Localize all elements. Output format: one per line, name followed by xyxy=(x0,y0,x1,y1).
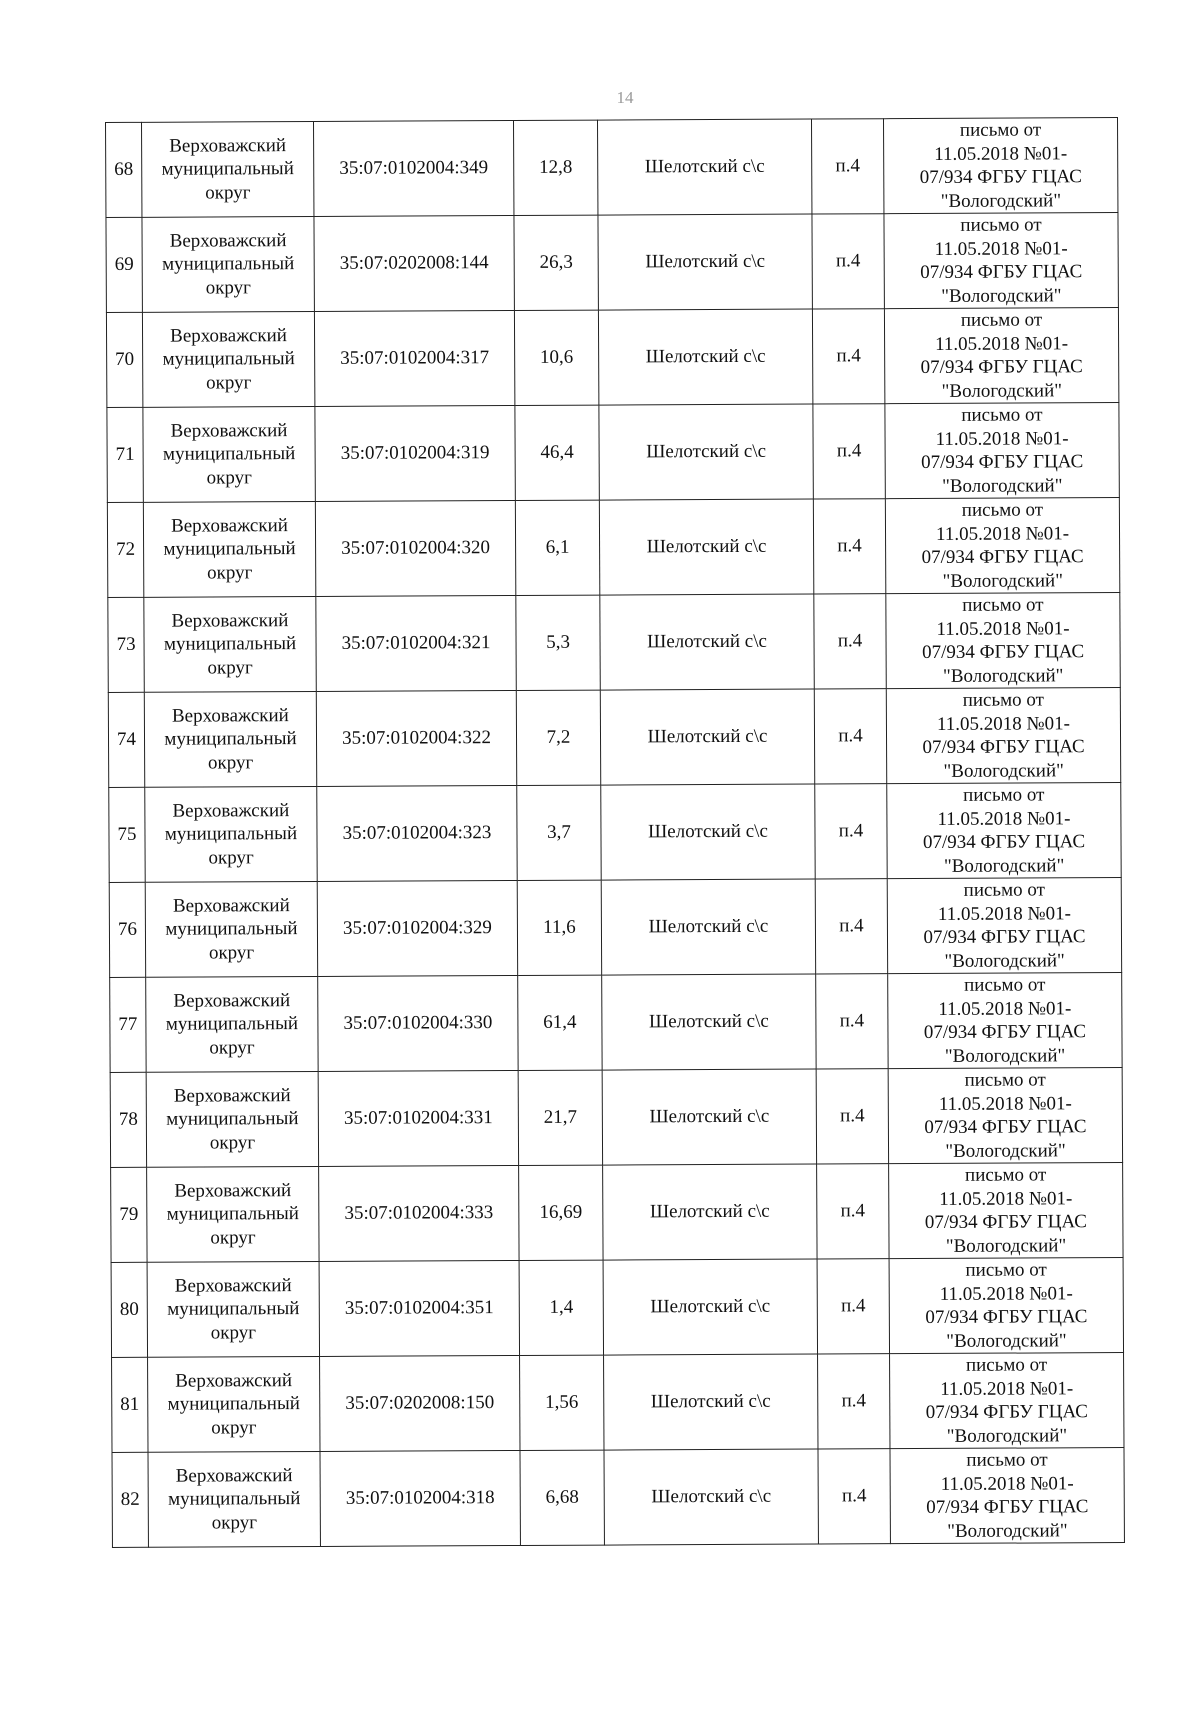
table-row xyxy=(110,1068,1122,1168)
table-row xyxy=(111,1163,1123,1263)
clause-ref: п.4 xyxy=(818,1449,890,1544)
basis-line: письмо от xyxy=(965,1354,1048,1376)
table-row xyxy=(110,973,1122,1073)
basis-cell xyxy=(883,118,1117,214)
basis-line: "Вологодский" xyxy=(941,284,1062,307)
basis-cell xyxy=(888,973,1122,1069)
area-value: 61,4 xyxy=(518,975,602,1070)
basis-line: 07/934 ФГБУ ГЦАС xyxy=(925,1401,1088,1424)
district-line: муниципальный xyxy=(165,1013,299,1035)
row-number: 70 xyxy=(106,312,142,407)
district-line: округ xyxy=(208,942,255,964)
basis-line: письмо от xyxy=(963,879,1045,901)
basis-cell xyxy=(885,403,1119,499)
cadastral-number: 35:07:0102004:351 xyxy=(319,1260,519,1356)
registry-table xyxy=(105,117,1125,1548)
cadastral-number: 35:07:0102004:320 xyxy=(315,500,515,596)
basis-line: 11.05.2018 №01- xyxy=(935,332,1069,355)
basis-line: "Вологодский" xyxy=(942,474,1063,497)
basis-line: 11.05.2018 №01- xyxy=(939,1187,1073,1210)
row-number: 81 xyxy=(112,1357,148,1452)
basis-line: 11.05.2018 №01- xyxy=(937,902,1071,925)
row-number: 76 xyxy=(109,882,145,977)
cadastral-number: 35:07:0102004:329 xyxy=(317,880,517,976)
basis-line: письмо от xyxy=(962,594,1044,616)
basis-line: письмо от xyxy=(960,214,1042,236)
district-cell xyxy=(145,786,317,882)
basis-line: письмо от xyxy=(964,974,1046,996)
district-line: Верховажский xyxy=(172,894,290,917)
clause-ref: п.4 xyxy=(814,689,886,784)
clause-ref: п.4 xyxy=(813,404,885,499)
cadastral-number: 35:07:0102004:317 xyxy=(314,311,514,407)
basis-cell xyxy=(885,498,1119,594)
district-line: округ xyxy=(206,467,252,489)
district-line: округ xyxy=(206,372,252,394)
district-line: муниципальный xyxy=(161,158,294,180)
basis-cell xyxy=(886,593,1120,689)
district-line: Верховажский xyxy=(169,229,287,252)
basis-line: 07/934 ФГБУ ГЦАС xyxy=(923,926,1086,949)
basis-line: письмо от xyxy=(959,119,1042,141)
district-cell xyxy=(144,691,316,787)
clause-ref: п.4 xyxy=(817,1164,889,1259)
basis-cell xyxy=(889,1258,1123,1354)
basis-line: 11.05.2018 №01- xyxy=(940,1472,1074,1495)
basis-line: 07/934 ФГБУ ГЦАС xyxy=(920,261,1083,284)
basis-line: 07/934 ФГБУ ГЦАС xyxy=(924,1211,1087,1234)
basis-line: 11.05.2018 №01- xyxy=(934,142,1068,165)
basis-line: письмо от xyxy=(963,784,1045,806)
district-line: муниципальный xyxy=(166,1203,299,1225)
settlement-name: Шелотский с\с xyxy=(599,499,813,595)
table-row xyxy=(112,1448,1124,1548)
table-row xyxy=(112,1353,1124,1453)
clause-ref: п.4 xyxy=(816,1069,888,1164)
basis-line: "Вологодский" xyxy=(945,1234,1067,1257)
cadastral-number: 35:07:0102004:349 xyxy=(313,121,513,217)
district-cell xyxy=(142,121,314,217)
district-line: округ xyxy=(205,277,252,299)
basis-line: 11.05.2018 №01- xyxy=(940,1377,1074,1400)
settlement-name: Шелотский с\с xyxy=(600,689,814,785)
clause-ref: п.4 xyxy=(815,784,887,879)
settlement-name: Шелотский с\с xyxy=(603,1164,817,1260)
settlement-name: Шелотский с\с xyxy=(598,214,812,310)
row-number: 75 xyxy=(109,787,145,882)
table-row xyxy=(108,688,1120,788)
basis-line: "Вологодский" xyxy=(941,379,1063,402)
row-number: 71 xyxy=(107,407,143,502)
settlement-name: Шелотский с\с xyxy=(602,974,816,1070)
cadastral-number: 35:07:0202008:144 xyxy=(314,216,514,312)
district-line: муниципальный xyxy=(165,918,298,940)
district-cell xyxy=(145,881,317,977)
basis-line: 11.05.2018 №01- xyxy=(938,997,1072,1020)
basis-line: 11.05.2018 №01- xyxy=(934,237,1068,260)
district-line: муниципальный xyxy=(162,253,295,275)
district-line: Верховажский xyxy=(173,989,291,1012)
basis-cell xyxy=(890,1448,1124,1544)
basis-line: 11.05.2018 №01- xyxy=(936,617,1070,640)
basis-line: "Вологодский" xyxy=(946,1424,1068,1447)
settlement-name: Шелотский с\с xyxy=(603,1259,817,1355)
district-line: Верховажский xyxy=(170,419,288,442)
district-line: Верховажский xyxy=(171,704,289,727)
basis-line: письмо от xyxy=(961,499,1044,521)
district-line: Верховажский xyxy=(172,799,290,822)
area-value: 46,4 xyxy=(515,405,599,500)
table-row xyxy=(106,213,1118,313)
district-cell xyxy=(146,1071,318,1167)
row-number: 82 xyxy=(112,1452,148,1547)
district-line: Верховажский xyxy=(174,1179,292,1202)
area-value: 1,56 xyxy=(520,1355,604,1450)
district-line: Верховажский xyxy=(171,514,288,537)
district-line: Верховажский xyxy=(174,1274,292,1297)
basis-line: 07/934 ФГБУ ГЦАС xyxy=(926,1496,1089,1519)
area-value: 7,2 xyxy=(516,690,600,785)
area-value: 3,7 xyxy=(517,785,601,880)
basis-line: письмо от xyxy=(964,1069,1046,1091)
basis-line: 11.05.2018 №01- xyxy=(939,1282,1073,1305)
basis-line: 07/934 ФГБУ ГЦАС xyxy=(923,1021,1087,1044)
district-line: муниципальный xyxy=(164,823,298,845)
clause-ref: п.4 xyxy=(812,309,884,404)
basis-line: "Вологодский" xyxy=(947,1519,1068,1542)
cadastral-number: 35:07:0102004:330 xyxy=(318,975,518,1071)
clause-ref: п.4 xyxy=(813,499,885,594)
district-line: округ xyxy=(207,657,253,679)
area-value: 26,3 xyxy=(514,215,598,310)
district-cell xyxy=(147,1166,319,1262)
basis-line: "Вологодский" xyxy=(943,854,1065,877)
cadastral-number: 35:07:0102004:321 xyxy=(316,595,516,691)
basis-line: "Вологодский" xyxy=(940,189,1062,212)
district-line: округ xyxy=(210,1322,257,1344)
district-line: муниципальный xyxy=(167,1393,300,1415)
basis-line: 07/934 ФГБУ ГЦАС xyxy=(924,1116,1087,1139)
district-cell xyxy=(143,501,315,597)
district-line: муниципальный xyxy=(162,443,296,465)
district-line: округ xyxy=(210,1227,256,1249)
table-row xyxy=(109,783,1121,883)
area-value: 10,6 xyxy=(514,310,598,405)
basis-line: 07/934 ФГБУ ГЦАС xyxy=(920,356,1083,379)
district-line: муниципальный xyxy=(166,1108,299,1130)
basis-line: "Вологодский" xyxy=(944,949,1065,972)
district-cell xyxy=(146,976,318,1072)
area-value: 1,4 xyxy=(519,1260,603,1355)
district-cell xyxy=(142,216,314,312)
area-value: 11,6 xyxy=(517,880,601,975)
basis-line: 07/934 ФГБУ ГЦАС xyxy=(925,1306,1088,1329)
basis-line: 07/934 ФГБУ ГЦАС xyxy=(919,166,1082,189)
table-row xyxy=(106,308,1118,408)
basis-line: 07/934 ФГБУ ГЦАС xyxy=(921,546,1084,569)
basis-cell xyxy=(887,783,1121,879)
area-value: 6,68 xyxy=(520,1450,604,1545)
cadastral-number: 35:07:0102004:333 xyxy=(319,1165,519,1261)
basis-line: "Вологодский" xyxy=(942,664,1064,687)
row-number: 74 xyxy=(108,692,144,787)
basis-line: письмо от xyxy=(960,309,1043,331)
row-number: 69 xyxy=(106,217,142,312)
basis-line: письмо от xyxy=(966,1449,1048,1471)
district-line: округ xyxy=(209,1037,255,1059)
basis-line: 11.05.2018 №01- xyxy=(935,522,1070,545)
district-line: Верховажский xyxy=(171,609,289,632)
clause-ref: п.4 xyxy=(812,214,884,309)
district-line: Верховажский xyxy=(175,1369,293,1392)
basis-line: 07/934 ФГБУ ГЦАС xyxy=(921,451,1084,474)
district-cell xyxy=(148,1356,320,1452)
district-line: округ xyxy=(207,562,253,584)
basis-line: 11.05.2018 №01- xyxy=(935,427,1069,450)
row-number: 77 xyxy=(110,977,146,1072)
row-number: 68 xyxy=(106,122,142,217)
settlement-name: Шелотский с\с xyxy=(604,1354,818,1450)
cadastral-number: 35:07:0102004:318 xyxy=(320,1450,520,1546)
basis-cell xyxy=(886,688,1120,784)
settlement-name: Шелотский с\с xyxy=(601,879,815,975)
settlement-name: Шелотский с\с xyxy=(601,784,815,880)
basis-line: "Вологодский" xyxy=(946,1329,1067,1352)
cadastral-number: 35:07:0102004:331 xyxy=(318,1070,518,1166)
basis-line: письмо от xyxy=(962,689,1045,711)
table-row xyxy=(107,498,1119,598)
district-line: муниципальный xyxy=(164,728,297,750)
table-row xyxy=(109,878,1121,978)
district-line: Верховажский xyxy=(169,134,287,157)
table-row xyxy=(107,403,1119,503)
district-line: округ xyxy=(211,1512,258,1534)
row-number: 73 xyxy=(108,597,144,692)
settlement-name: Шелотский с\с xyxy=(599,404,813,500)
cadastral-number: 35:07:0202008:150 xyxy=(320,1355,520,1451)
clause-ref: п.4 xyxy=(814,594,886,689)
basis-cell xyxy=(889,1163,1123,1259)
basis-line: "Вологодский" xyxy=(943,759,1064,782)
district-line: Верховажский xyxy=(175,1464,293,1487)
basis-line: "Вологодский" xyxy=(945,1139,1066,1162)
clause-ref: п.4 xyxy=(816,974,888,1069)
district-line: Верховажский xyxy=(170,324,288,347)
basis-line: "Вологодский" xyxy=(942,569,1063,592)
settlement-name: Шелотский с\с xyxy=(602,1069,816,1165)
basis-line: 07/934 ФГБУ ГЦАС xyxy=(922,831,1086,854)
district-line: округ xyxy=(209,1132,256,1154)
basis-line: 11.05.2018 №01- xyxy=(938,1092,1072,1115)
district-line: муниципальный xyxy=(163,633,297,655)
basis-line: 11.05.2018 №01- xyxy=(937,807,1071,830)
clause-ref: п.4 xyxy=(811,119,883,214)
page-number: 14 xyxy=(616,88,634,107)
basis-line: 07/934 ФГБУ ГЦАС xyxy=(922,736,1085,759)
basis-line: письмо от xyxy=(964,1164,1047,1186)
row-number: 72 xyxy=(107,502,143,597)
area-value: 5,3 xyxy=(516,595,600,690)
district-line: муниципальный xyxy=(162,348,295,370)
basis-line: 11.05.2018 №01- xyxy=(936,712,1071,735)
district-line: округ xyxy=(205,182,251,204)
area-value: 16,69 xyxy=(519,1165,603,1260)
district-cell xyxy=(147,1261,319,1357)
basis-cell xyxy=(888,1068,1122,1164)
cadastral-number: 35:07:0102004:322 xyxy=(316,690,516,786)
basis-cell xyxy=(884,308,1118,404)
basis-cell xyxy=(890,1353,1124,1449)
basis-cell xyxy=(884,213,1118,309)
basis-cell xyxy=(887,878,1121,974)
registry-table-wrapper xyxy=(105,117,1124,1548)
settlement-name: Шелотский с\с xyxy=(598,309,812,405)
district-cell xyxy=(142,311,314,407)
clause-ref: п.4 xyxy=(817,1259,889,1354)
row-number: 80 xyxy=(111,1262,147,1357)
district-line: муниципальный xyxy=(163,538,296,560)
cadastral-number: 35:07:0102004:319 xyxy=(315,406,515,502)
district-line: округ xyxy=(211,1417,257,1439)
district-line: муниципальный xyxy=(168,1488,301,1510)
district-cell xyxy=(144,596,316,692)
table-row xyxy=(111,1258,1123,1358)
row-number: 78 xyxy=(110,1072,146,1167)
district-line: округ xyxy=(207,752,254,774)
table-row xyxy=(106,118,1118,218)
row-number: 79 xyxy=(111,1167,147,1262)
area-value: 21,7 xyxy=(518,1070,602,1165)
clause-ref: п.4 xyxy=(818,1354,890,1449)
settlement-name: Шелотский с\с xyxy=(597,119,811,215)
district-line: округ xyxy=(208,847,254,869)
basis-line: 07/934 ФГБУ ГЦАС xyxy=(921,641,1085,664)
basis-line: "Вологодский" xyxy=(944,1044,1066,1067)
basis-line: письмо от xyxy=(961,404,1043,426)
area-value: 6,1 xyxy=(515,500,599,595)
table-body xyxy=(106,118,1125,1548)
district-line: муниципальный xyxy=(167,1298,300,1320)
district-cell xyxy=(148,1451,320,1547)
settlement-name: Шелотский с\с xyxy=(604,1449,818,1545)
table-row xyxy=(108,593,1120,693)
cadastral-number: 35:07:0102004:323 xyxy=(317,785,517,881)
clause-ref: п.4 xyxy=(815,879,887,974)
district-line: Верховажский xyxy=(173,1084,291,1107)
basis-line: письмо от xyxy=(965,1259,1047,1281)
district-cell xyxy=(143,406,315,502)
area-value: 12,8 xyxy=(513,120,597,215)
settlement-name: Шелотский с\с xyxy=(600,594,814,690)
